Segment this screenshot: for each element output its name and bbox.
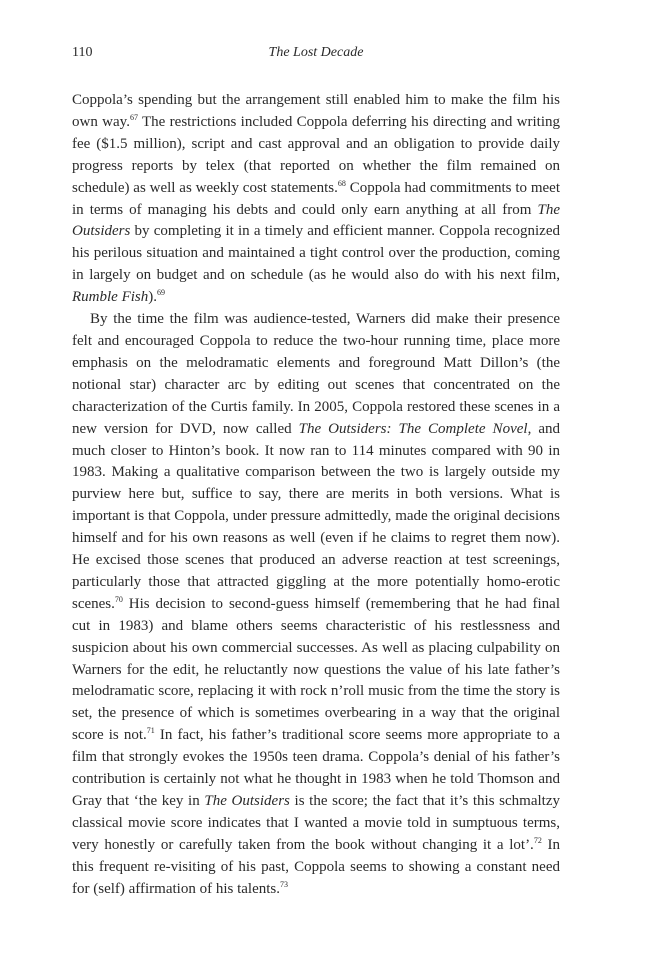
text-run: by completing it in a timely and efficient manner. Coppola recognized his perilous situation and maintained a tight control over the production, coming in largely on budget and on schedule (as he would also do with his next film, xyxy=(72,223,560,284)
text-run: Coppola’s spending but the arrangement still enabled him to make the film his own way. xyxy=(72,92,560,130)
text-run: His decision to second-guess himself (remembering that he had final cut in 1983) and blame others seems characteristic of his restlessness and suspicion about his own commercial successes. As well as placing culpability on Warners for the edit, he reluctantly now questions the value of his late father’s melodramatic score, replacing it with rock n’roll music from the time the story is set, the presence of which is sometimes overbearing in a way that the original score is not. xyxy=(72,595,560,744)
running-title: The Lost Decade xyxy=(268,45,364,60)
text-run: , and much closer to Hinton’s book. It now ran to 114 minutes compared with 90 in 1983. Making a qualitative comparison between the two is largely outside my purview here but, suffice to say, there are merits in both versions. What is important is that Coppola, under pressure admittedly, made the original decisions himself and for his own reasons as well (even if he claims to regret them now). He excised those scenes that produced an adverse reaction at test screenings, particularly those that attracted giggling at the more potentially homo-erotic scenes. xyxy=(72,420,560,612)
footnote-marker: 68 xyxy=(337,178,346,188)
footnote-marker: 71 xyxy=(146,726,155,736)
body-text xyxy=(72,90,560,901)
footnote-marker: 70 xyxy=(114,594,123,604)
text-run: Coppola had commitments to meet in terms of managing his debts and could only earn anything at all from xyxy=(72,179,560,218)
text-run: is the score; the fact that it’s this schmaltzy classical movie score indicates that I wanted a movie told in sumptuous terms, very honestly or carefully taken from the book without changing it a lot’. xyxy=(72,793,560,853)
text-run: By the time the film was audience-tested, Warners did make their presence felt and encouraged Coppola to reduce the two-hour running time, place more emphasis on the melodramatic elements and foreground Matt Dillon’s (the notional star) character arc by editing out scenes that concentrated on the characterization of the Curtis family. In 2005, Coppola restored these scenes in a new version for DVD, now called xyxy=(72,311,560,437)
italic-title: The Outsiders xyxy=(72,201,560,240)
text-run: In fact, his father’s traditional score seems more appropriate to a film that strongly evokes the 1950s teen drama. Coppola’s denial of his father’s contribution is certainly not what he thought in 1983 when he told Thomson and Gray that ‘the key in xyxy=(72,727,560,809)
footnote-marker: 67 xyxy=(129,112,138,122)
text-run: In this frequent re-visiting of his past, Coppola seems to showing a constant need for (self) affirmation of his talents. xyxy=(72,836,560,897)
italic-title: The Outsiders xyxy=(204,793,290,809)
text-run: The restrictions included Coppola deferring his directing and writing fee ($1.5 million), script and cast approval and an obligation to provide daily progress reports by telex (that reported on whether the film remained on schedule) as well as weekly cost statements. xyxy=(72,113,560,196)
text-run: ). xyxy=(148,289,157,306)
footnote-marker: 73 xyxy=(280,879,288,889)
footnote-marker: 69 xyxy=(157,288,165,298)
italic-title: The Outsiders: The Complete Novel xyxy=(298,420,528,437)
paragraph xyxy=(72,90,560,309)
footnote-marker: 72 xyxy=(533,835,542,845)
page-number: 110 xyxy=(72,45,93,60)
italic-title: Rumble Fish xyxy=(72,289,149,306)
running-head xyxy=(72,45,560,67)
paragraph xyxy=(72,309,560,900)
